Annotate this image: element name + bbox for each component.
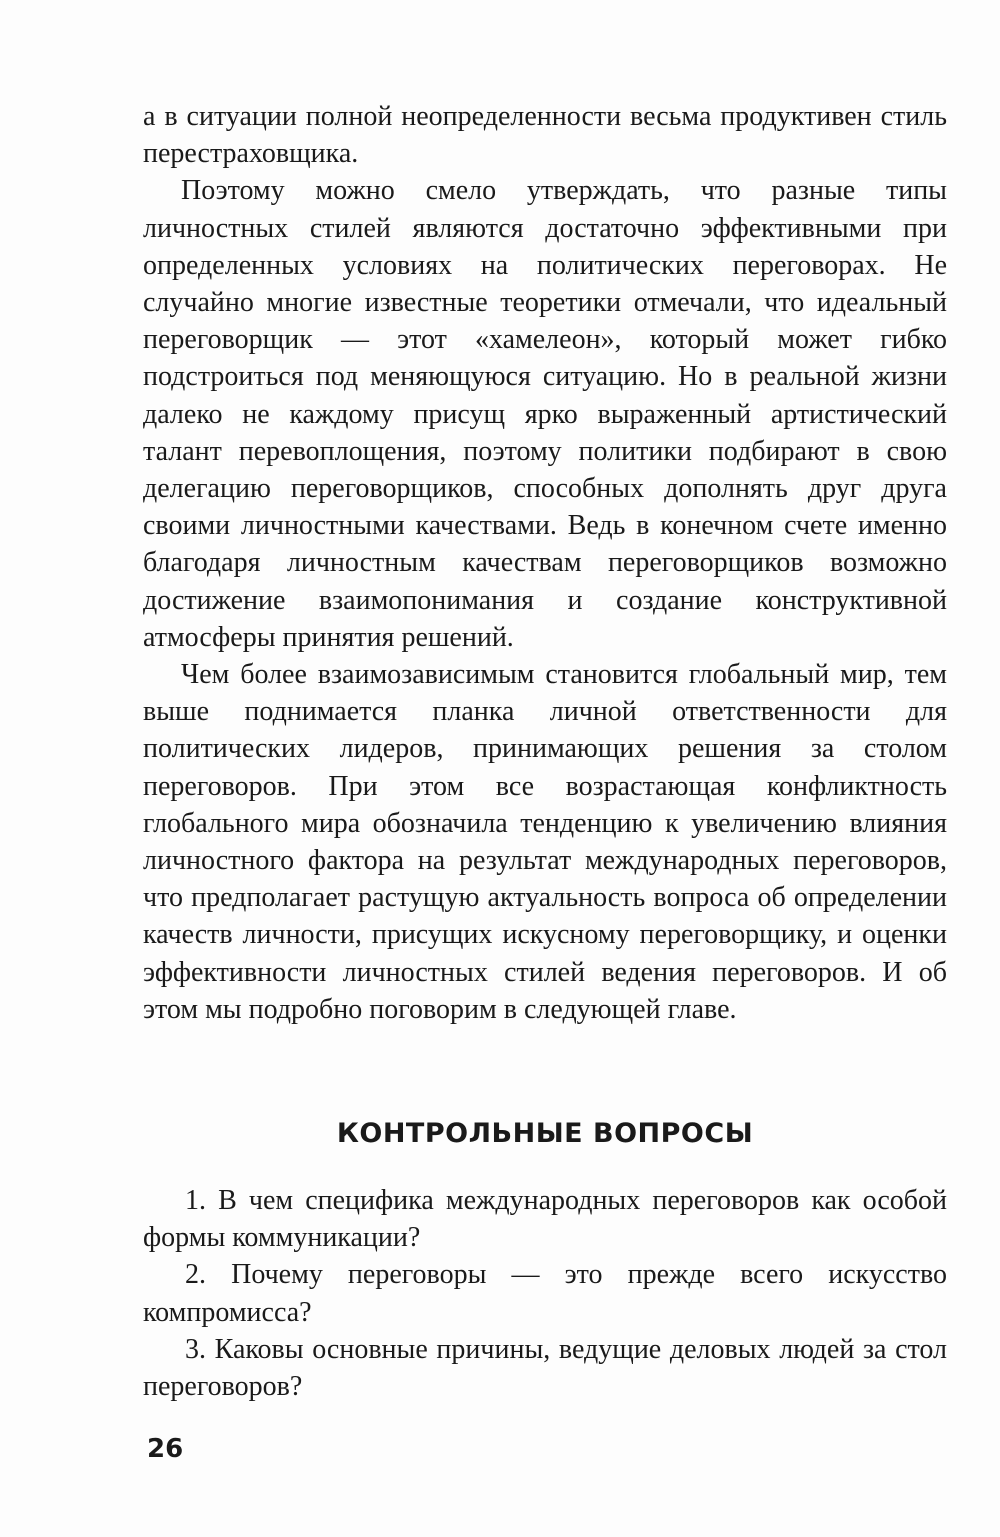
question-item: 1. В чем специфика международных переговоров как особой формы коммуникации?: [143, 1185, 947, 1254]
question-item: 2. Почему переговоры — это прежде всего искусство компромисса?: [143, 1259, 947, 1328]
paragraph-2: Поэтому можно смело утверждать, что разные типы личностных стилей являются достаточно эффективными при определенных условиях на политических переговорах. Не случайно многие известные теоретики отмечали, что идеальный переговорщик — этот «хамелеон», который может гибко подстроиться под меняющуюся ситуацию. Но в реальной жизни далеко не каждому присущ ярко выраженный артистический талант перевоплощения, поэтому политики подбирают в свою делегацию переговорщиков, способных дополнять друг друга своими личностными качествами. Ведь в конечном счете именно благодаря личностным качествам переговорщиков возможно достижение взаимопонимания и создание конструктивной атмосферы принятия решений.: [143, 175, 947, 653]
paragraph-1: а в ситуации полной неопределенности весьма продуктивен стиль перестраховщика.: [143, 101, 947, 170]
body-text: [143, 98, 947, 1028]
paragraph-3: Чем более взаимозависимым становится глобальный мир, тем выше поднимается планка личной ответственности для политических лидеров, принимающих решения за столом переговоров. При этом все возрастающая конфликтность глобального мира обозначила тенденцию к увеличению влияния личностного фактора на результат международных переговоров, что предполагает растущую актуальность вопроса об определении качеств личности, присущих искусному переговорщику, и оценки эффективности личностных стилей ведения переговоров. И об этом мы подробно поговорим в следующей главе.: [143, 659, 947, 1025]
question-item: 3. Каковы основные причины, ведущие деловых людей за стол переговоров?: [143, 1333, 947, 1403]
section-heading: КОНТРОЛЬНЫЕ ВОПРОСЫ: [336, 1118, 754, 1149]
page-number: 26: [147, 1434, 184, 1464]
questions-list: [143, 1182, 947, 1405]
